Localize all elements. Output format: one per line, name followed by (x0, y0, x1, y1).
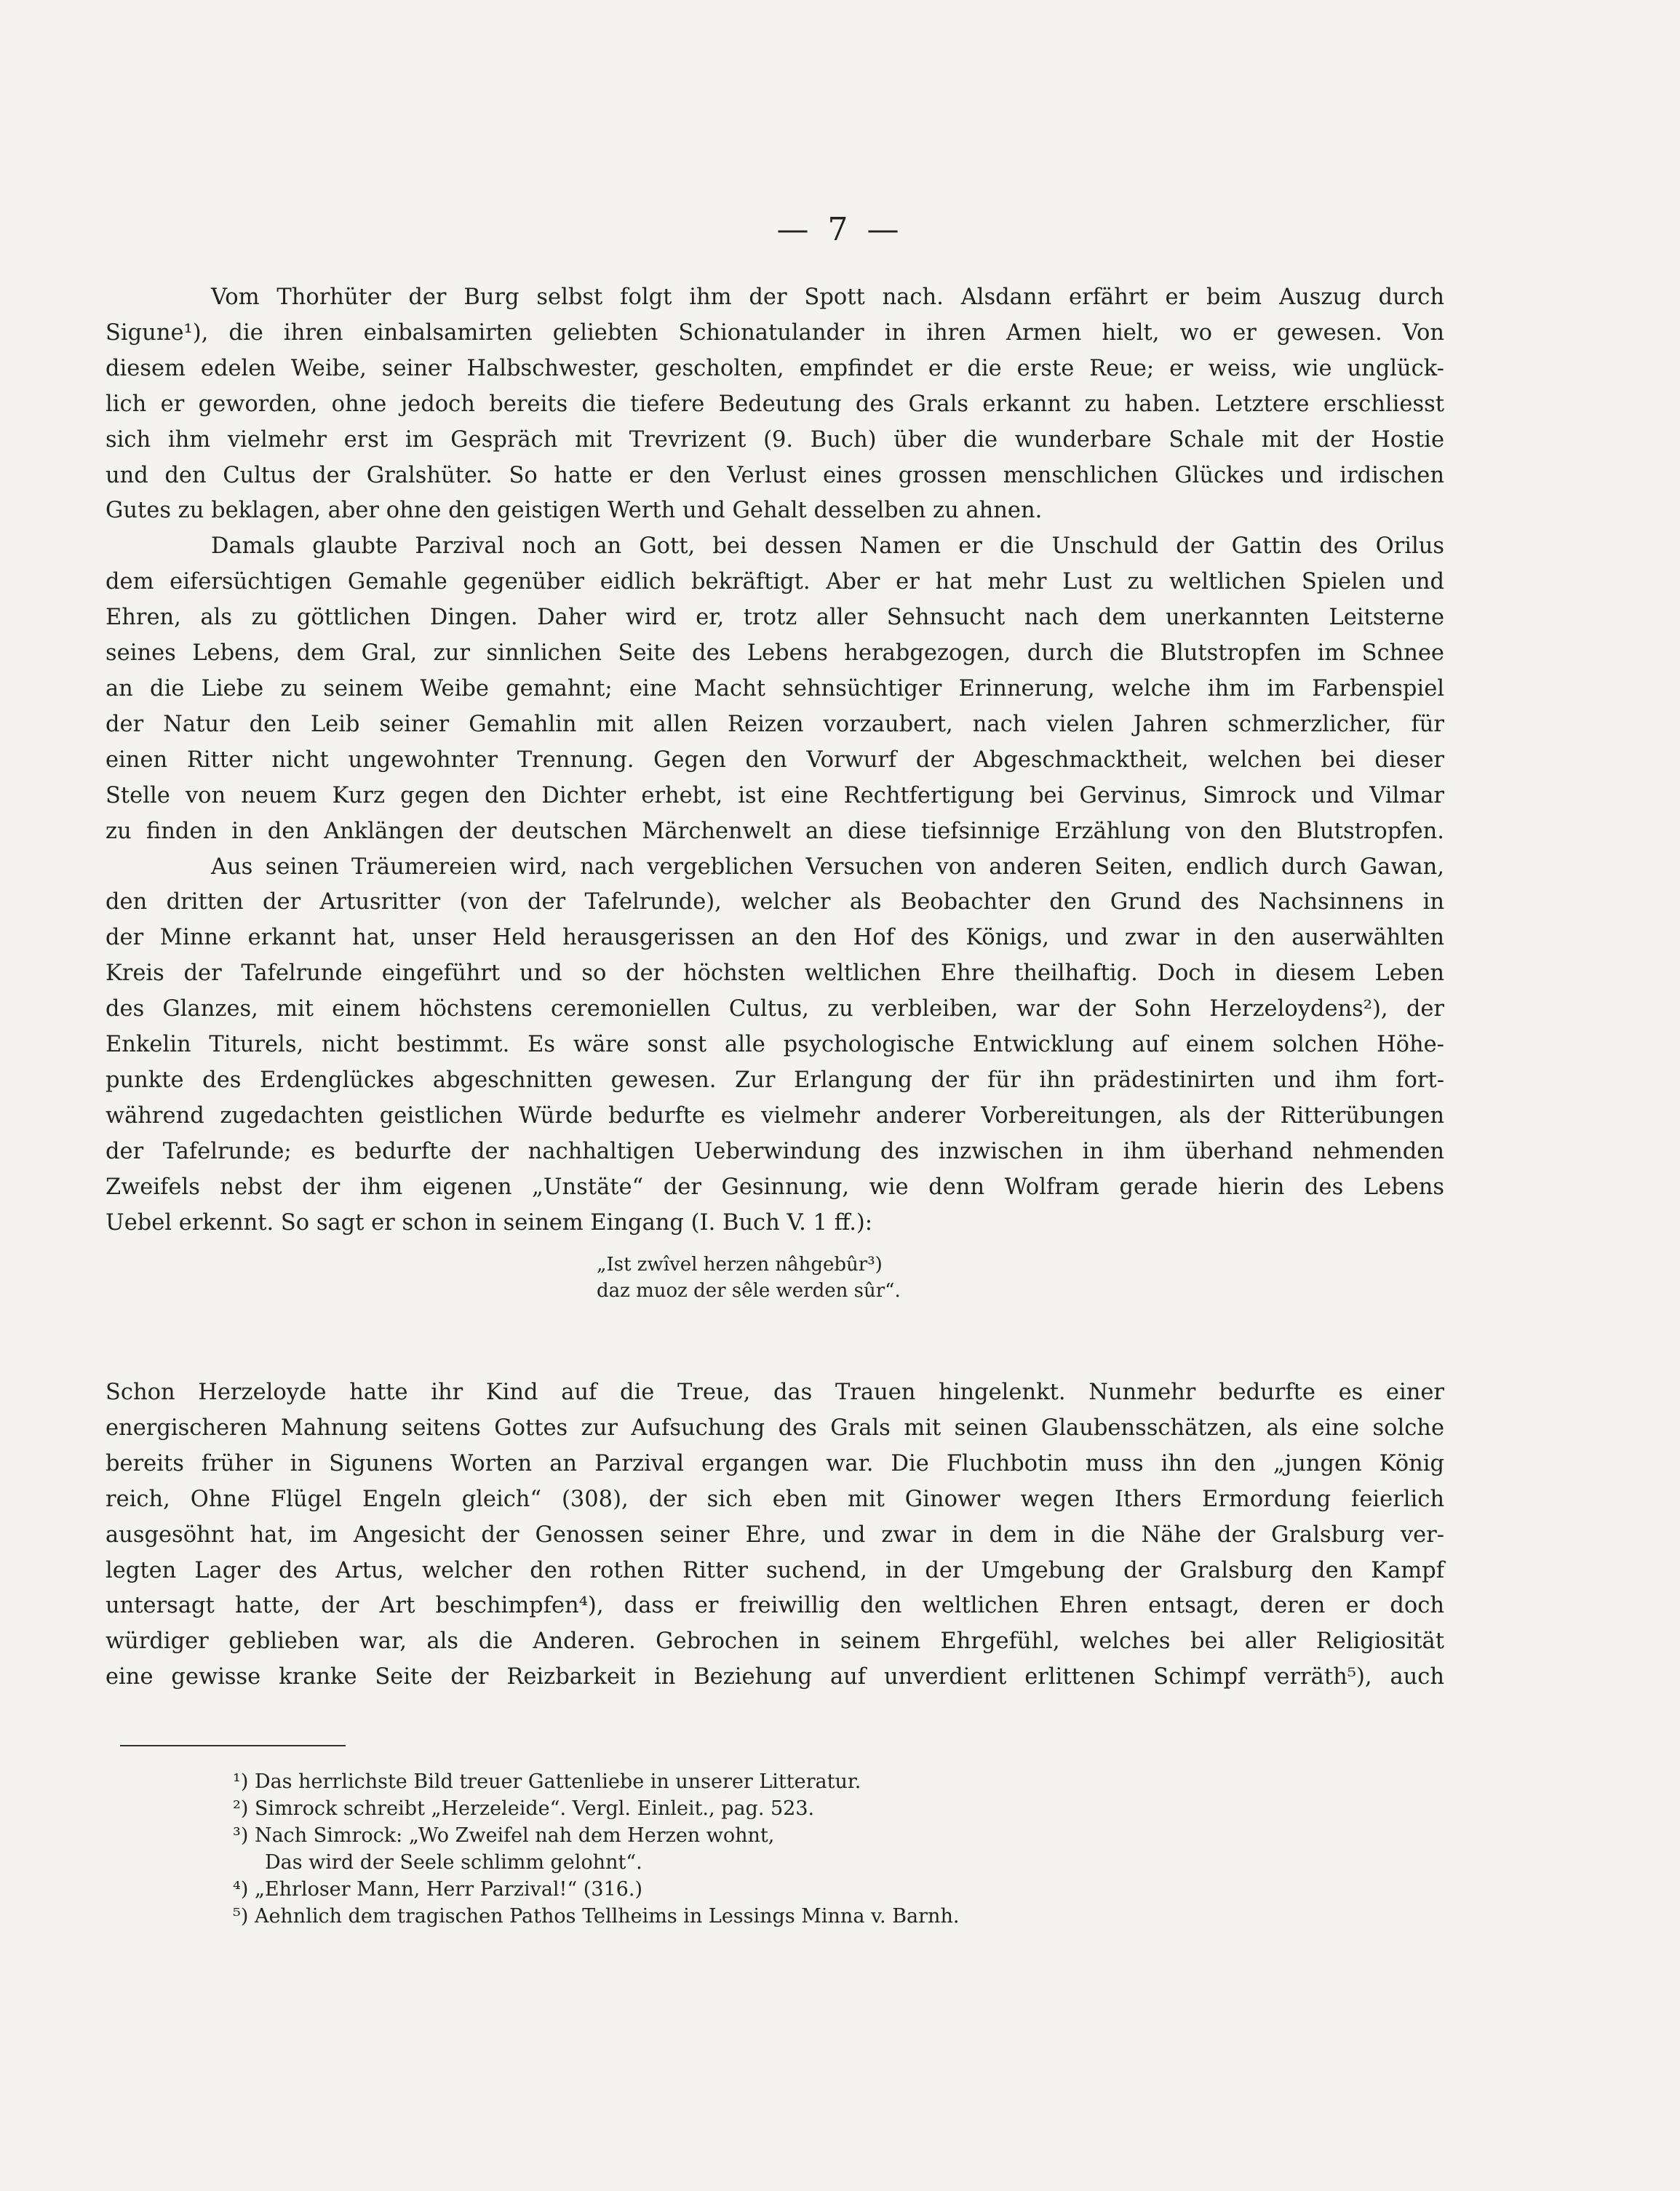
text-line: eine gewisse kranke Seite der Reizbarkeit in Beziehung auf unverdient erlittenen Schimpf verräth⁵), auch (106, 1664, 1444, 1690)
text-line: dem eifersüchtigen Gemahle gegenüber eidlich bekräftigt. Aber er hat mehr Lust zu weltlichen Spielen und (106, 569, 1444, 595)
text-line: Aus seinen Träumereien wird, nach vergeblichen Versuchen von anderen Seiten, endlich durch Gawan, (211, 854, 1444, 880)
text-line: Uebel erkennt. So sagt er schon in seinem Eingang (I. Buch V. 1 ff.): (106, 1209, 873, 1236)
text-line: den dritten der Artusritter (von der Tafelrunde), welcher als Beobachter den Grund des Nachsinnens in (106, 889, 1444, 915)
text-line: untersagt hatte, der Art beschimpfen⁴), dass er freiwillig den weltlichen Ehren entsagt, deren er doch (106, 1593, 1444, 1619)
text-line: einen Ritter nicht ungewohnter Trennung. Gegen den Vorwurf der Abgeschmacktheit, welchen bei dieser (106, 747, 1444, 773)
text-line: Gutes zu beklagen, aber ohne den geistigen Werth und Gehalt desselben zu ahnen. (106, 498, 1043, 524)
verse-quote (597, 1252, 901, 1304)
text-line: sich ihm vielmehr erst im Gespräch mit Trevrizent (9. Buch) über die wunderbare Schale mit der Hostie (106, 426, 1444, 453)
text-line: würdiger geblieben war, als die Anderen. Gebrochen in seinem Ehrgefühl, welches bei aller Religiosität (106, 1629, 1444, 1655)
text-line: punkte des Erdenglückes abgeschnitten gewesen. Zur Erlangung der für ihn prädestinirten und ihm fort- (106, 1067, 1444, 1093)
body-text-top (106, 280, 1444, 1241)
text-line: Kreis der Tafelrunde eingeführt und so der höchsten weltlichen Ehre theilhaftig. Doch in diesem Leben (106, 961, 1444, 987)
text-line: zu finden in den Anklängen der deutschen Märchenwelt an diese tiefsinnige Erzählung von den Blutstropfen. (106, 818, 1444, 844)
footnotes (233, 1768, 959, 1930)
text-line: der Tafelrunde; es bedurfte der nachhaltigen Ueberwindung des inzwischen in ihm überhand nehmenden (106, 1138, 1444, 1164)
text-line: Damals glaubte Parzival noch an Gott, bei dessen Namen er die Unschuld der Gattin des Orilus (211, 533, 1444, 560)
footnote: ¹) Das herrlichste Bild treuer Gattenliebe in unserer Litteratur. (233, 1770, 861, 1793)
footnote: ⁵) Aehnlich dem tragischen Pathos Tellheims in Lessings Minna v. Barnh. (233, 1905, 960, 1928)
text-line: bereits früher in Sigunens Worten an Parzival ergangen war. Die Fluchbotin muss ihn den „jungen König (106, 1450, 1444, 1476)
text-line: lich er geworden, ohne jedoch bereits die tiefere Bedeutung des Grals erkannt zu haben. Letztere erschliesst (106, 391, 1444, 417)
text-line: des Glanzes, mit einem höchstens ceremoniellen Cultus, zu verbleiben, war der Sohn Herzeloydens²), der (106, 996, 1444, 1022)
text-line: reich, Ohne Flügel Engeln gleich“ (308), der sich eben mit Ginower wegen Ithers Ermordung feierlich (106, 1486, 1444, 1512)
text-line: Stelle von neuem Kurz gegen den Dichter erhebt, ist eine Rechtfertigung bei Gervinus, Simrock und Vilmar (106, 782, 1444, 808)
footnote-divider (120, 1745, 346, 1746)
text-line: der Natur den Leib seiner Gemahlin mit allen Reizen vorzaubert, nach vielen Jahren schmerzlicher, für (106, 711, 1444, 737)
text-line: Vom Thorhüter der Burg selbst folgt ihm der Spott nach. Alsdann erfährt er beim Auszug durch (211, 285, 1444, 310)
text-line: Zweifels nebst der ihm eigenen „Unstäte“ der Gesinnung, wie denn Wolfram gerade hierin des Lebens (106, 1174, 1444, 1200)
text-line: Ehren, als zu göttlichen Dingen. Daher wird er, trotz aller Sehnsucht nach dem unerkannten Leitsterne (106, 605, 1444, 631)
text-line: an die Liebe zu seinem Weibe gemahnt; eine Macht sehnsüchtiger Erinnerung, welche ihm im Farbenspiel (106, 675, 1444, 701)
text-line: der Minne erkannt hat, unser Held herausgerissen an den Hof des Königs, und zwar in den auserwählten (106, 925, 1444, 951)
text-line: und den Cultus der Gralshüter. So hatte er den Verlust eines grossen menschlichen Glückes und irdischen (106, 462, 1444, 488)
footnote: ³) Nach Simrock: „Wo Zweifel nah dem Herzen wohnt, (233, 1824, 775, 1847)
verse-line: daz muoz der sêle werden sûr“. (597, 1280, 901, 1302)
text-line: energischeren Mahnung seitens Gottes zur Aufsuchung des Grals mit seinen Glaubensschätzen, als eine solche (106, 1415, 1444, 1441)
footnote-continuation: Das wird der Seele schlimm gelohnt“. (265, 1851, 642, 1874)
page-number: — 7 — (776, 211, 904, 248)
text-line: Sigune¹), die ihren einbalsamirten geliebten Schionatulander in ihren Armen hielt, wo er gewesen. Von (106, 319, 1444, 346)
body-text-bottom (106, 1375, 1444, 1695)
text-line: seines Lebens, dem Gral, zur sinnlichen Seite des Lebens herabgezogen, durch die Blutstropfen im Schnee (106, 640, 1444, 667)
verse-line: „Ist zwîvel herzen nâhgebûr³) (597, 1254, 883, 1276)
text-line: Enkelin Titurels, nicht bestimmt. Es wäre sonst alle psychologische Entwicklung auf einem solchen Höhe- (106, 1032, 1444, 1058)
footnote: ²) Simrock schreibt „Herzeleide“. Vergl. Einleit., pag. 523. (233, 1797, 815, 1820)
footnote: ⁴) „Ehrloser Mann, Herr Parzival!“ (316.) (233, 1878, 642, 1901)
text-line: diesem edelen Weibe, seiner Halbschwester, gescholten, empfindet er die erste Reue; er weiss, wie unglück- (106, 355, 1444, 381)
text-line: ausgesöhnt hat, im Angesicht der Genossen seiner Ehre, und zwar in dem in die Nähe der Gralsburg ver- (106, 1522, 1444, 1548)
text-line: während zugedachten geistlichen Würde bedurfte es vielmehr anderer Vorbereitungen, als der Ritterübungen (106, 1102, 1444, 1129)
text-line: legten Lager des Artus, welcher den rothen Ritter suchend, in der Umgebung der Gralsburg den Kampf (106, 1557, 1444, 1583)
text-line: Schon Herzeloyde hatte ihr Kind auf die Treue, das Trauen hingelenkt. Nunmehr bedurfte es einer (106, 1380, 1444, 1405)
